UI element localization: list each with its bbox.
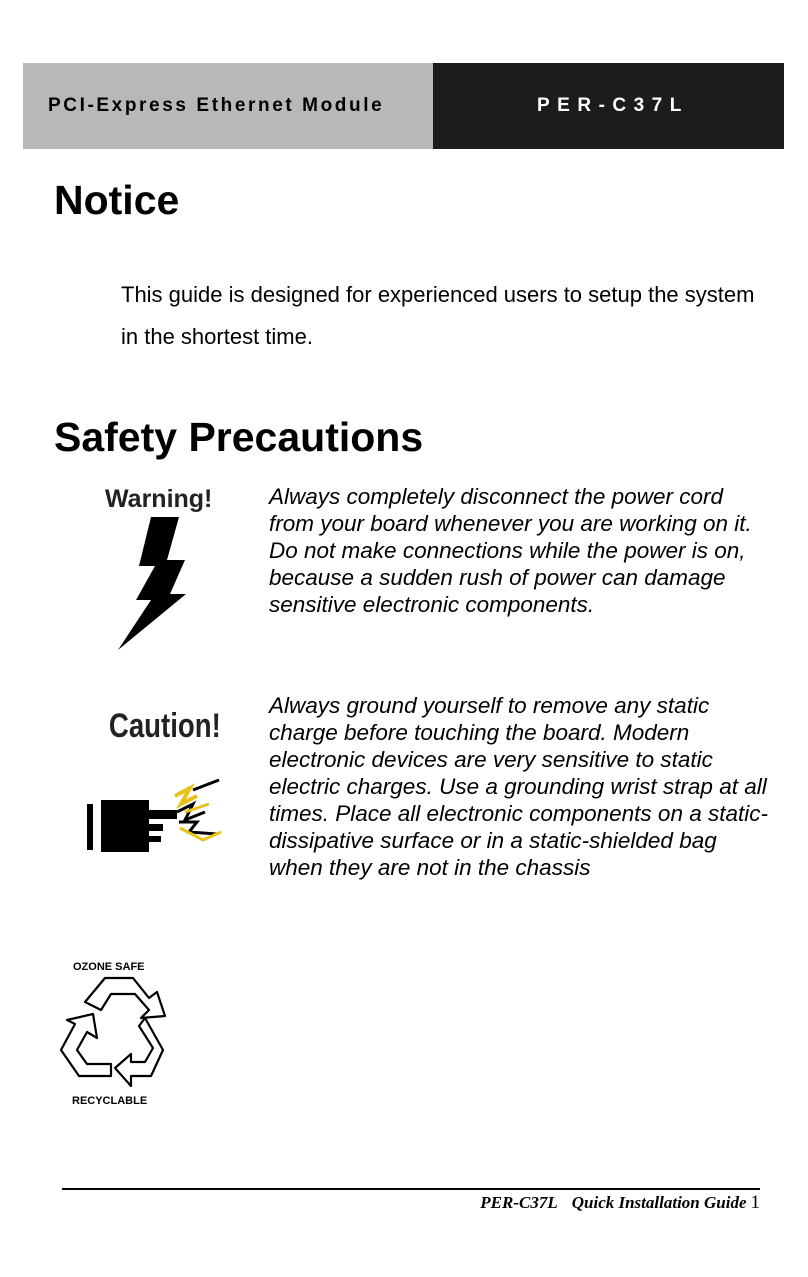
footer-rule — [62, 1188, 760, 1190]
page-number: 1 — [750, 1192, 760, 1213]
recycle-logo — [55, 958, 185, 1110]
warning-text: Always completely disconnect the power cord from your board whenever you are working on it. Do not make connections while the power is on, because a sudden rush of power can damage sensitive electronic components. — [269, 484, 752, 617]
header-model-title: PER-C37L — [433, 63, 784, 149]
safety-heading: Safety Precautions — [54, 414, 424, 460]
caution-text: Always ground yourself to remove any static charge before touching the board. Modern electronic devices are very sensitive to static electric charges. Use a grounding wrist strap at all times. Place all electronic components on a static-dissipative surface or in a static-shielded bag when they are not in the chassis — [269, 693, 768, 880]
header-module-title: PCI-Express Ethernet Module — [23, 63, 433, 149]
footer-product: PER-C37L — [480, 1193, 558, 1212]
page-footer — [480, 1192, 760, 1214]
caution-icon-group — [85, 700, 235, 860]
pointing-hand-spark-icon — [85, 700, 235, 860]
footer-guide-title: Quick Installation Guide — [571, 1193, 747, 1212]
lightning-bolt-icon — [103, 482, 233, 652]
recycle-top-label: OZONE SAFE — [73, 961, 145, 973]
warning-icon-label: Warning! — [105, 485, 213, 513]
recycle-bottom-label: RECYCLABLE — [72, 1095, 148, 1107]
notice-heading: Notice — [54, 177, 180, 223]
notice-body: This guide is designed for experienced users to setup the system in the shortest time. — [121, 282, 755, 349]
recycle-icon — [55, 958, 185, 1110]
caution-icon-label: Caution! — [108, 705, 221, 745]
warning-icon-group — [103, 482, 233, 652]
header-bar — [23, 63, 784, 149]
